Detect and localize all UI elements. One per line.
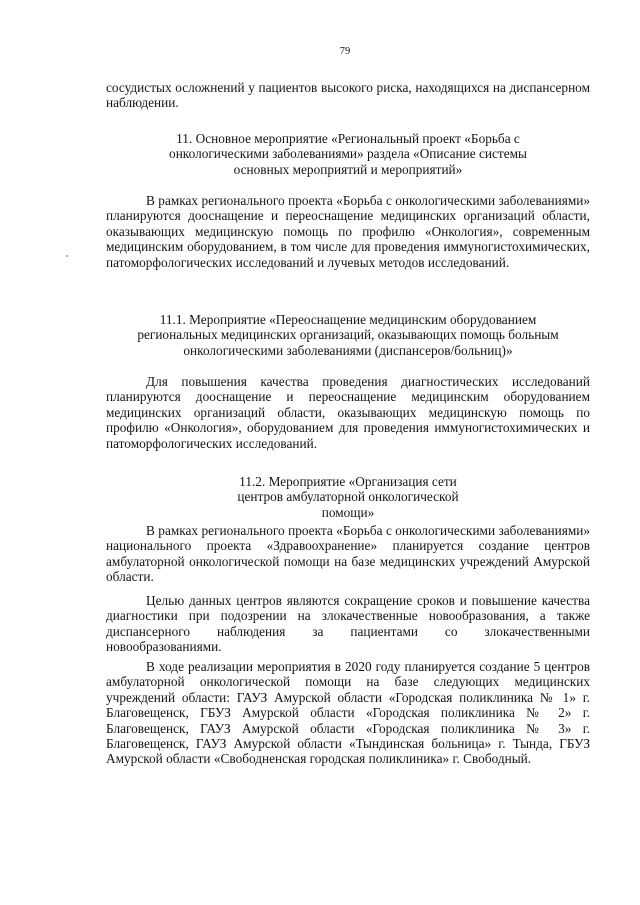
- section-11-heading: 11. Основное мероприятие «Региональный проект «Борьба с онкологическими заболеваниями» раздела «Описание системы основных мероприятий и мероприятий»: [169, 131, 527, 177]
- section-11-2-paragraph-1: В рамках регионального проекта «Борьба с онкологическими заболеваниями» национального проекта «Здравоохранение» планируется создание центров амбулаторной онкологической помощи на базе медицинских учреждений Амурской области.: [106, 523, 590, 585]
- margin-mark: [66, 255, 68, 257]
- section-11-2-paragraph-3: В ходе реализации мероприятия в 2020 году планируется создание 5 центров амбулаторной онкологической помощи на базе следующих медицинских учреждений области: ГАУЗ Амурской области «Городская поликлиника № 1» г. Благовещенск, ГБУЗ Амурской области «Городская поликлиника № 2» г. Благовещенск, ГАУЗ Амурской области «Городская поликлиника № 3» г. Благовещенск, ГАУЗ Амурской области «Тындинская больница» г. Тында, ГБУЗ Амурской области «Свободненская городская поликлиника» г. Свободный.: [106, 659, 590, 767]
- section-11-1-paragraph: Для повышения качества проведения диагностических исследований планируются дооснащение и переоснащение медицинским оборудованием медицинских организаций области, оказывающих медицинскую помощь по профилю «Онкология», оборудованием для проведения иммуногистохимических и патоморфологических исследований.: [106, 374, 590, 451]
- section-11-1-heading: 11.1. Мероприятие «Переоснащение медицинским оборудованием региональных медицинских организаций, оказывающих помощь больным онкологическими заболеваниями (диспансеров/больниц)»: [137, 312, 559, 358]
- page-number: 79: [339, 46, 351, 57]
- section-11-2-paragraph-2: Целью данных центров являются сокращение сроков и повышение качества диагностики при подозрении на злокачественные новообразования, а также диспансерного наблюдения за пациентами со злокачественными новообразованиями.: [106, 593, 590, 655]
- section-11-paragraph: В рамках регионального проекта «Борьба с онкологическими заболеваниями» планируются дооснащение и переоснащение медицинских организаций области, оказывающих медицинскую помощь по профилю «Онкология», современным медицинским оборудованием, в том числе для проведения иммуногистохимических, патоморфологических исследований и лучевых методов исследований.: [106, 193, 590, 270]
- continuation-paragraph: сосудистых осложнений у пациентов высокого риска, находящихся на диспансерном наблюдении.: [106, 80, 590, 111]
- section-11-2-heading: 11.2. Мероприятие «Организация сети центров амбулаторной онкологической помощи»: [237, 474, 459, 520]
